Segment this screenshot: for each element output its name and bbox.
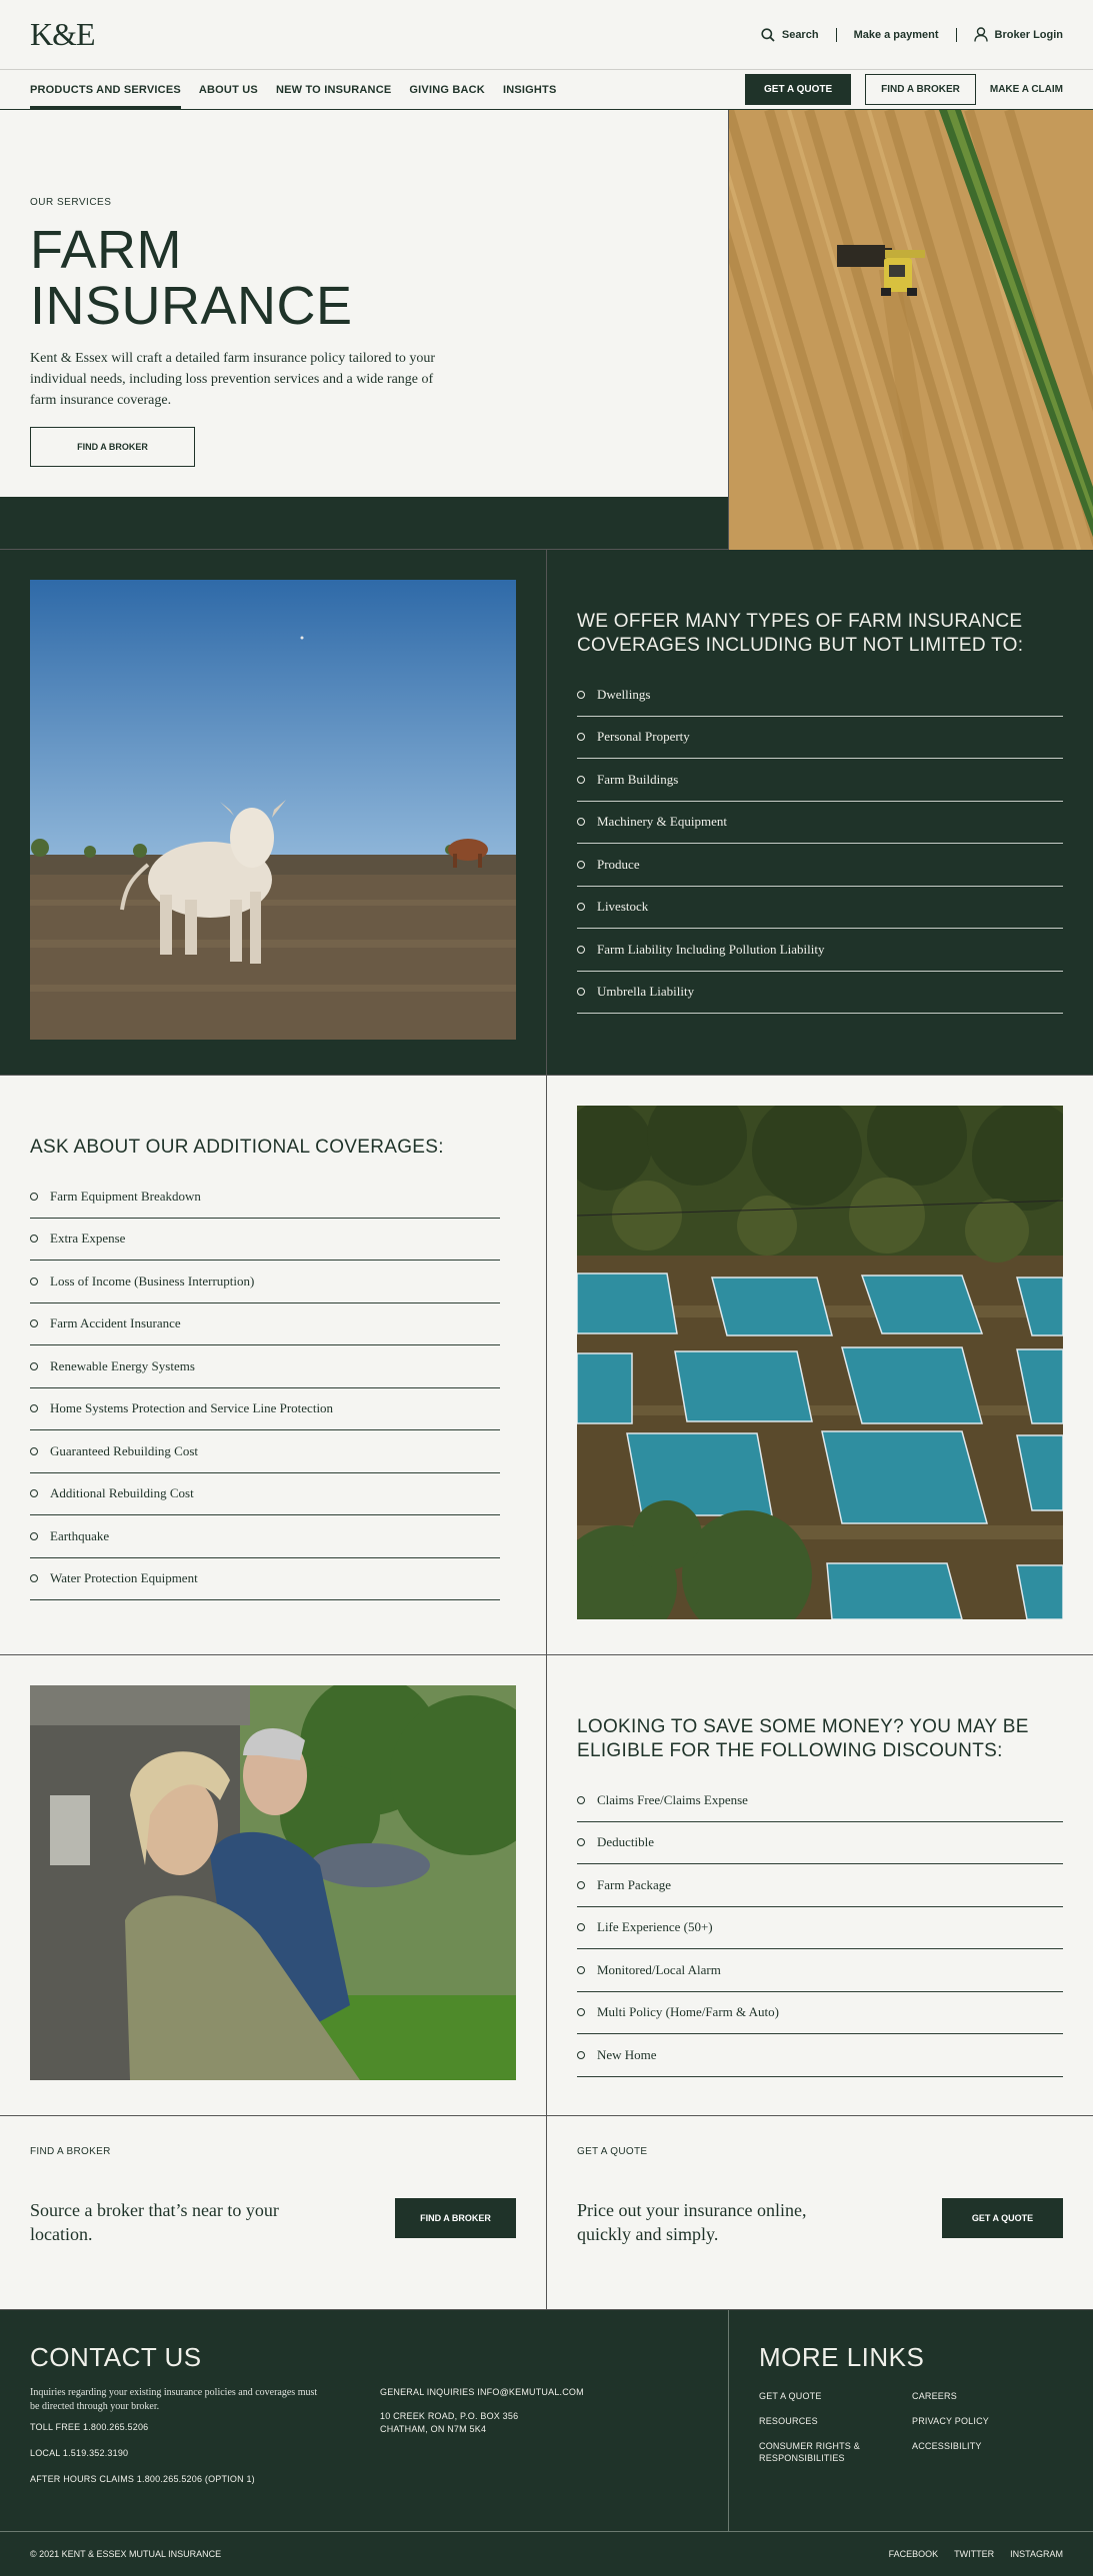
item-label: Farm Package <box>597 1876 672 1892</box>
make-a-claim-link[interactable]: MAKE A CLAIM <box>989 84 1063 95</box>
list-item <box>30 1558 500 1601</box>
bullet-icon <box>577 1966 585 1974</box>
item-label: Extra Expense <box>50 1231 126 1247</box>
solar-panels-image <box>577 1106 1063 1624</box>
list-item <box>30 1261 500 1303</box>
bullet-icon <box>577 946 585 954</box>
item-label: Machinery & Equipment <box>597 814 727 830</box>
page-title <box>30 222 698 334</box>
bullet-icon <box>30 1362 38 1370</box>
list-item <box>577 1992 1063 2035</box>
broker-login-link[interactable] <box>957 27 1063 42</box>
coverages-title: WE OFFER MANY TYPES OF FARM INSURANCE COVERAGES INCLUDING BUT NOT LIMITED TO: <box>577 611 1024 656</box>
footer-link-privacy-policy[interactable]: PRIVACY POLICY <box>912 2416 989 2426</box>
bullet-icon <box>30 1532 38 1540</box>
find-a-broker-button[interactable]: FIND A BROKER <box>865 74 976 105</box>
cta-text: Source a broker that’s near to your location. <box>30 2200 279 2244</box>
cta-eyebrow: GET A QUOTE <box>577 2146 648 2157</box>
site-header <box>0 0 1093 70</box>
inquiries-text: Inquiries regarding your existing insurance policies and coverages must be directed through your broker. <box>30 2387 318 2412</box>
social-links <box>889 2549 1063 2559</box>
harvester-field-image <box>728 110 1093 550</box>
item-label: Farm Equipment Breakdown <box>50 1188 201 1204</box>
list-item <box>30 1219 500 1262</box>
item-label: Farm Buildings <box>597 771 679 787</box>
make-payment-link[interactable] <box>837 29 956 41</box>
login-label: Broker Login <box>994 28 1063 41</box>
bullet-icon <box>30 1489 38 1497</box>
item-label: Life Experience (50+) <box>597 1919 713 1935</box>
payment-label: Make a payment <box>853 28 939 41</box>
list-item <box>577 674 1063 717</box>
bullet-icon <box>577 691 585 699</box>
item-label: Livestock <box>597 899 649 915</box>
toll-free-phone[interactable]: TOLL FREE 1.800.265.5206 <box>30 2422 149 2432</box>
item-label: Farm Accident Insurance <box>50 1315 181 1331</box>
list-item <box>577 1779 1063 1822</box>
footer-link-consumer-rights[interactable]: CONSUMER RIGHTS & RESPONSIBILITIES <box>759 2441 860 2463</box>
list-item <box>577 972 1063 1015</box>
bullet-icon <box>577 2008 585 2016</box>
list-item <box>577 2034 1063 2077</box>
list-item <box>30 1430 500 1473</box>
list-item <box>30 1176 500 1219</box>
search-label: Search <box>781 28 819 41</box>
discounts-title: LOOKING TO SAVE SOME MONEY? YOU MAY BE ELIGIBLE FOR THE FOLLOWING DISCOUNTS: <box>577 1716 1029 1761</box>
copyright: © 2021 KENT & ESSEX MUTUAL INSURANCE <box>30 2549 222 2559</box>
additional-coverages-section <box>0 1076 1093 1655</box>
item-label: Farm Liability Including Pollution Liability <box>597 941 825 957</box>
bullet-icon <box>577 1923 585 1931</box>
nav-about-us[interactable]: ABOUT US <box>198 83 258 96</box>
bullet-icon <box>577 988 585 996</box>
footer-link-get-a-quote[interactable]: GET A QUOTE <box>759 2391 822 2401</box>
bullet-icon <box>577 1838 585 1846</box>
item-label: Water Protection Equipment <box>50 1570 198 1586</box>
additional-coverages-title: ASK ABOUT OUR ADDITIONAL COVERAGES: <box>30 1137 444 1158</box>
hero-find-broker-button[interactable]: FIND A BROKER <box>30 427 195 467</box>
bullet-icon <box>577 733 585 741</box>
site-footer <box>0 2310 1093 2576</box>
footer-link-accessibility[interactable]: ACCESSIBILITY <box>912 2441 982 2451</box>
user-icon <box>974 27 988 42</box>
social-link-twitter[interactable]: TWITTER <box>954 2549 995 2559</box>
list-item <box>30 1345 500 1388</box>
title-line-2: INSURANCE <box>30 276 353 336</box>
nav-giving-back[interactable]: GIVING BACK <box>409 83 485 96</box>
list-item <box>577 1822 1063 1865</box>
bullet-icon <box>577 776 585 784</box>
nav-new-to-insurance[interactable]: NEW TO INSURANCE <box>275 83 392 96</box>
bullet-icon <box>577 903 585 911</box>
list-item <box>577 802 1063 845</box>
cta-text: Price out your insurance online, quickly and simply. <box>577 2200 807 2244</box>
item-label: Dwellings <box>597 686 651 702</box>
search-icon <box>761 28 775 42</box>
hero-section <box>0 110 1093 550</box>
address-line-2: CHATHAM, ON N7M 5K4 <box>380 2424 487 2434</box>
social-link-instagram[interactable]: INSTAGRAM <box>1010 2549 1063 2559</box>
more-links-title: MORE LINKS <box>759 2342 925 2372</box>
item-label: Personal Property <box>597 729 690 745</box>
item-label: Loss of Income (Business Interruption) <box>50 1273 255 1288</box>
cow-pasture-image <box>30 580 516 1045</box>
after-hours-phone[interactable]: AFTER HOURS CLAIMS 1.800.265.5206 (OPTION 1) <box>30 2474 255 2484</box>
list-item <box>30 1388 500 1431</box>
search-link[interactable] <box>744 28 836 42</box>
list-item <box>30 1303 500 1346</box>
cta-get-quote-button[interactable]: GET A QUOTE <box>942 2198 1063 2238</box>
utility-nav <box>744 27 1063 42</box>
bullet-icon <box>30 1235 38 1243</box>
more-links-list <box>759 2390 1063 2464</box>
contact-title: CONTACT US <box>30 2342 202 2372</box>
item-label: New Home <box>597 2046 657 2062</box>
bullet-icon <box>577 1881 585 1889</box>
bullet-icon <box>577 861 585 869</box>
bullet-icon <box>577 818 585 826</box>
item-label: Multi Policy (Home/Farm & Auto) <box>597 2004 779 2020</box>
list-item <box>30 1473 500 1516</box>
discounts-section <box>0 1655 1093 2116</box>
bullet-icon <box>577 2051 585 2059</box>
cta-find-broker-button[interactable]: FIND A BROKER <box>395 2198 516 2238</box>
bullet-icon <box>30 1404 38 1412</box>
item-label: Umbrella Liability <box>597 984 695 1000</box>
item-label: Additional Rebuilding Cost <box>50 1485 194 1501</box>
list-item <box>577 1864 1063 1907</box>
main-nav <box>0 70 1093 110</box>
social-link-facebook[interactable]: FACEBOOK <box>888 2549 939 2559</box>
bullet-icon <box>30 1574 38 1582</box>
bullet-icon <box>30 1319 38 1327</box>
bullet-icon <box>577 1796 585 1804</box>
list-item <box>577 759 1063 802</box>
item-label: Claims Free/Claims Expense <box>597 1791 748 1807</box>
coverages-list <box>577 674 1063 1014</box>
discounts-list <box>577 1779 1063 2077</box>
title-line-1: FARM <box>30 220 183 280</box>
hero-eyebrow: OUR SERVICES <box>30 197 112 208</box>
item-label: Deductible <box>597 1834 655 1850</box>
nav-products-and-services[interactable]: PRODUCTS AND SERVICES <box>30 70 181 109</box>
bullet-icon <box>30 1278 38 1286</box>
cta-section <box>0 2116 1093 2310</box>
list-item <box>577 929 1063 972</box>
item-label: Guaranteed Rebuilding Cost <box>50 1442 199 1458</box>
coverages-section <box>0 550 1093 1076</box>
item-label: Earthquake <box>50 1527 110 1543</box>
couple-outdoors-image <box>30 1685 516 2085</box>
general-inquiries-email[interactable]: GENERAL INQUIRIES INFO@KEMUTUAL.COM <box>380 2387 584 2397</box>
list-item <box>577 1949 1063 1992</box>
get-a-quote-button[interactable]: GET A QUOTE <box>745 74 851 105</box>
list-item <box>577 844 1063 887</box>
list-item <box>577 1907 1063 1950</box>
item-label: Monitored/Local Alarm <box>597 1961 721 1977</box>
nav-insights[interactable]: INSIGHTS <box>502 83 557 96</box>
additional-coverages-list <box>30 1176 500 1600</box>
item-label: Home Systems Protection and Service Line Protection <box>50 1400 334 1416</box>
bullet-icon <box>30 1193 38 1201</box>
site-logo[interactable]: K&E <box>30 16 95 52</box>
list-item <box>577 717 1063 760</box>
hero-description: Kent & Essex will craft a detailed farm insurance policy tailored to your individual needs, including loss prevention services and a wide range of farm insurance coverage. <box>30 351 436 408</box>
local-phone[interactable]: LOCAL 1.519.352.3190 <box>30 2448 129 2458</box>
bullet-icon <box>30 1447 38 1455</box>
cta-eyebrow: FIND A BROKER <box>30 2146 111 2157</box>
item-label: Renewable Energy Systems <box>50 1357 195 1373</box>
hero-accent-band <box>0 497 728 549</box>
find-broker-cta <box>0 2116 546 2309</box>
get-quote-cta <box>546 2116 1093 2309</box>
list-item <box>577 887 1063 930</box>
footer-link-resources[interactable]: RESOURCES <box>759 2416 818 2426</box>
list-item <box>30 1515 500 1558</box>
footer-link-careers[interactable]: CAREERS <box>912 2391 957 2401</box>
item-label: Produce <box>597 856 640 872</box>
address-line-1: 10 CREEK ROAD, P.O. BOX 356 <box>380 2411 519 2421</box>
